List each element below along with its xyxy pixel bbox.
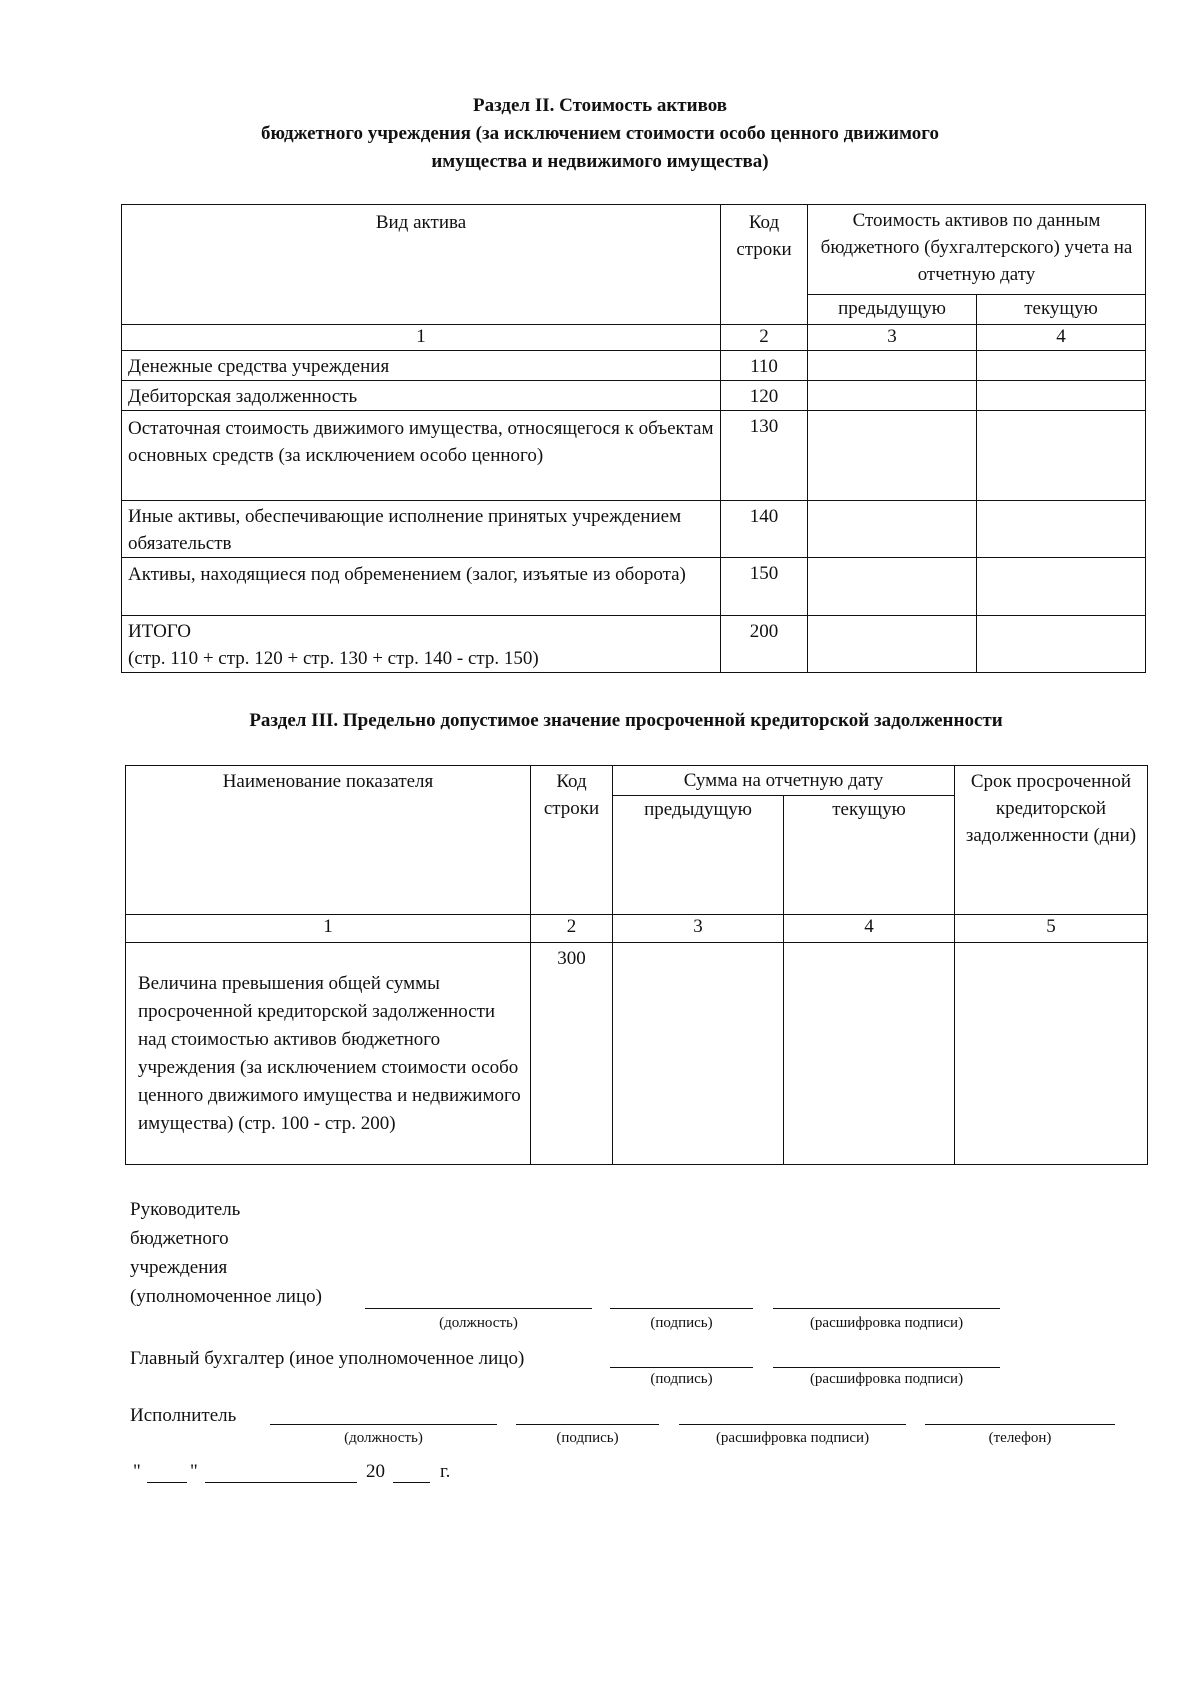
- row-current-value[interactable]: [977, 411, 1146, 501]
- table-row: [122, 411, 1146, 501]
- section3-title: Раздел III. Предельно допустимое значение просроченной кредиторской задолженности: [249, 710, 1003, 731]
- date-year-prefix: 20: [366, 1461, 385, 1482]
- row-current-value[interactable]: [977, 381, 1146, 411]
- caption-position: (должность): [344, 1430, 423, 1446]
- row-current-value[interactable]: [977, 501, 1146, 558]
- table-row: [122, 501, 1146, 558]
- col-number-4: 4: [784, 915, 955, 943]
- header-term: Срок просроченной кредиторской задолженности (дни): [955, 766, 1148, 915]
- executor-label: Исполнитель: [130, 1405, 237, 1426]
- total-label: ИТОГО: [128, 621, 192, 642]
- chief-decoding-line[interactable]: [773, 1367, 1000, 1368]
- row-current-value[interactable]: [977, 616, 1146, 673]
- head-position-line[interactable]: [365, 1308, 592, 1309]
- date-day-line[interactable]: [147, 1482, 187, 1483]
- caption-signature: (подпись): [650, 1315, 713, 1331]
- col-number-2: 2: [721, 325, 808, 351]
- row-current-value[interactable]: [977, 558, 1146, 616]
- date-month-line[interactable]: [205, 1482, 357, 1483]
- row-code: 120: [721, 381, 808, 411]
- executor-phone-line[interactable]: [925, 1424, 1115, 1425]
- caption-decoding: (расшифровка подписи): [809, 1315, 964, 1331]
- table-row: [122, 381, 1146, 411]
- row-name: Остаточная стоимость движимого имущества, относящегося к объектам основных средств (за исключением особо ценного): [122, 411, 721, 501]
- row-name: Иные активы, обеспечивающие исполнение принятых учреждением обязательств: [122, 501, 721, 558]
- total-formula: (стр. 110 + стр. 120 + стр. 130 + стр. 140 - стр. 150): [128, 648, 539, 669]
- header-value-group: Стоимость активов по данным бюджетного (бухгалтерского) учета на отчетную дату: [808, 205, 1146, 295]
- col-number-5: 5: [955, 915, 1148, 943]
- section2-table: [121, 204, 1146, 673]
- section2-title-line-3: имущества и недвижимого имущества): [431, 151, 769, 172]
- col-number-3: 3: [613, 915, 784, 943]
- chief-accountant-label: Главный бухгалтер (иное уполномоченное лицо): [130, 1348, 525, 1369]
- date-quote-open: ": [133, 1461, 141, 1482]
- head-signature-line[interactable]: [610, 1308, 753, 1309]
- row-term-value[interactable]: [955, 943, 1148, 1165]
- col-number-4: 4: [977, 325, 1146, 351]
- row-previous-value[interactable]: [808, 381, 977, 411]
- row-previous-value[interactable]: [808, 616, 977, 673]
- caption-position: (должность): [439, 1315, 518, 1331]
- head-line-2: бюджетного: [130, 1228, 229, 1249]
- executor-position-line[interactable]: [270, 1424, 497, 1425]
- header-previous: предыдущую: [613, 796, 784, 915]
- row-previous-value[interactable]: [613, 943, 784, 1165]
- executor-signature-line[interactable]: [516, 1424, 659, 1425]
- head-line-4: (уполномоченное лицо): [130, 1286, 322, 1307]
- section2-title-line-1: Раздел II. Стоимость активов: [472, 95, 728, 116]
- head-line-1: Руководитель: [130, 1199, 241, 1220]
- caption-signature: (подпись): [650, 1371, 713, 1387]
- row-code: 110: [721, 351, 808, 381]
- row-code: 130: [721, 411, 808, 501]
- date-year-line[interactable]: [393, 1482, 430, 1483]
- head-decoding-line[interactable]: [773, 1308, 1000, 1309]
- date-year-suffix: г.: [440, 1461, 451, 1482]
- header-current: текущую: [977, 295, 1146, 325]
- col-number-3: 3: [808, 325, 977, 351]
- table-row: [122, 351, 1146, 381]
- row-name: Дебиторская задолженность: [122, 381, 721, 411]
- row-code: 140: [721, 501, 808, 558]
- header-current: текущую: [784, 796, 955, 915]
- table-row: [126, 943, 1148, 1165]
- col-number-1: 1: [122, 325, 721, 351]
- section3-table: [125, 765, 1148, 1165]
- row-previous-value[interactable]: [808, 411, 977, 501]
- caption-phone: (телефон): [988, 1430, 1052, 1446]
- header-code: Код строки: [721, 205, 808, 325]
- row-current-value[interactable]: [977, 351, 1146, 381]
- caption-signature: (подпись): [556, 1430, 619, 1446]
- caption-decoding: (расшифровка подписи): [715, 1430, 870, 1446]
- row-current-value[interactable]: [784, 943, 955, 1165]
- row-name: Денежные средства учреждения: [122, 351, 721, 381]
- row-code: 150: [721, 558, 808, 616]
- header-asset-type: Вид актива: [122, 205, 721, 325]
- row-code: 300: [531, 943, 613, 1165]
- section2-title-line-2: бюджетного учреждения (за исключением стоимости особо ценного движимого: [261, 123, 939, 144]
- row-name-total: [122, 616, 721, 673]
- col-number-1: 1: [126, 915, 531, 943]
- table-row-total: [122, 616, 1146, 673]
- header-indicator: Наименование показателя: [126, 766, 531, 915]
- col-number-2: 2: [531, 915, 613, 943]
- chief-signature-line[interactable]: [610, 1367, 753, 1368]
- row-name: Активы, находящиеся под обременением (залог, изъятые из оборота): [122, 558, 721, 616]
- row-previous-value[interactable]: [808, 501, 977, 558]
- header-code: Код строки: [531, 766, 613, 915]
- row-previous-value[interactable]: [808, 558, 977, 616]
- head-line-3: учреждения: [130, 1257, 228, 1278]
- head-signature-label: [130, 1195, 322, 1311]
- row-previous-value[interactable]: [808, 351, 977, 381]
- caption-decoding: (расшифровка подписи): [809, 1371, 964, 1387]
- table-row: [122, 558, 1146, 616]
- header-previous: предыдущую: [808, 295, 977, 325]
- section2-title: [0, 92, 1200, 176]
- row-name: Величина превышения общей суммы просроченной кредиторской задолженности над стоимостью активов бюджетного учреждения (за исключением стоимости особо ценного движимого имущества и недвижимого имущества) (стр. 100 - стр. 200): [126, 943, 531, 1165]
- header-sum-group: Сумма на отчетную дату: [613, 766, 955, 796]
- executor-decoding-line[interactable]: [679, 1424, 906, 1425]
- row-code: 200: [721, 616, 808, 673]
- date-quote-close: ": [190, 1461, 198, 1482]
